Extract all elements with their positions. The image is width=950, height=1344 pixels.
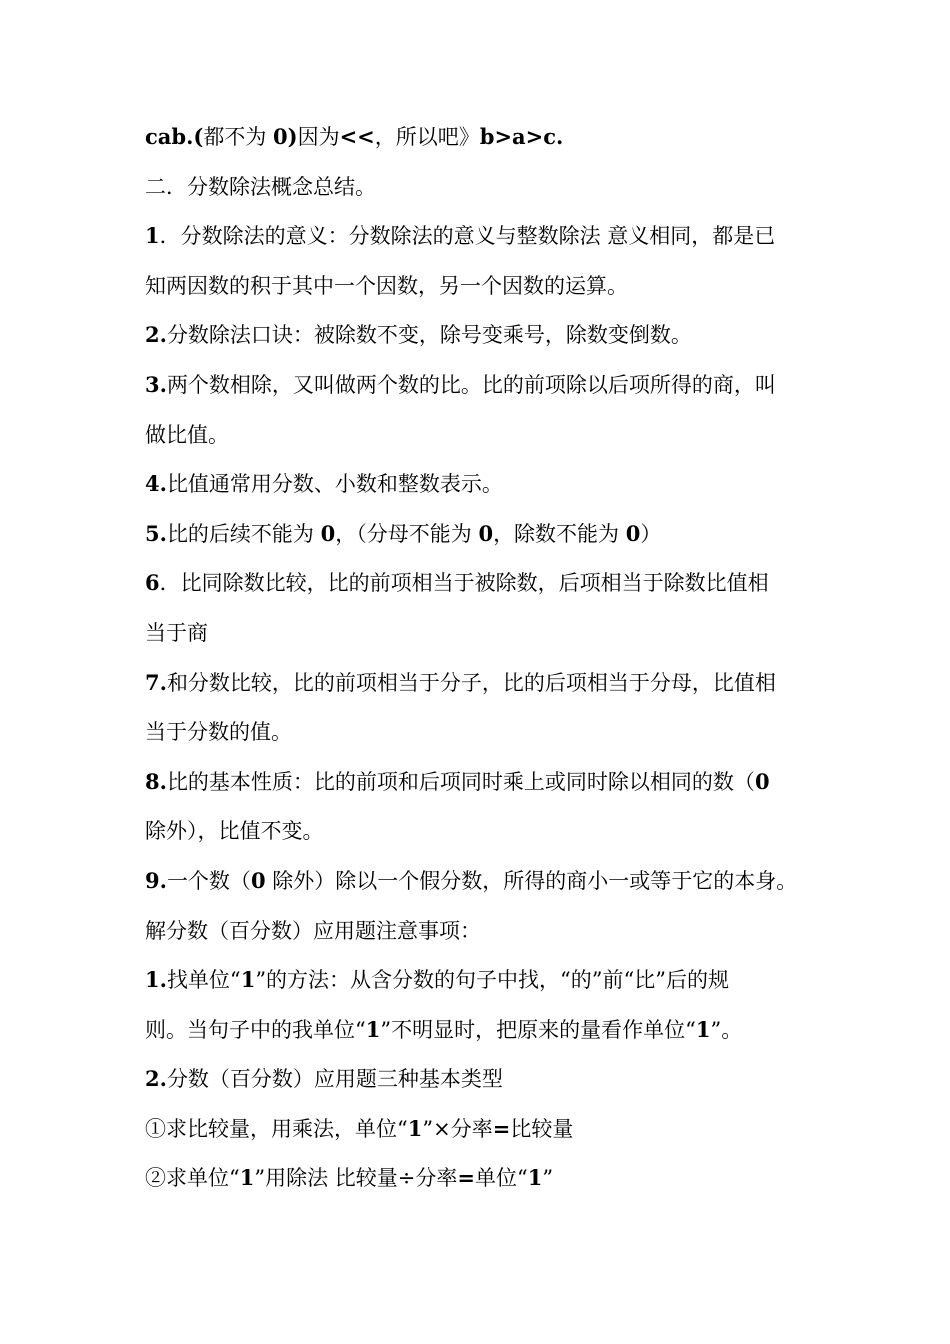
text-run: 比较量 [510,1116,574,1141]
text-line [145,315,825,365]
text-run: = [492,1115,511,1141]
text-run: 0 [478,520,494,546]
text-run: 单位“ [475,1166,528,1191]
text-run: 4. [145,471,167,497]
text-run: << [339,124,375,149]
text-run: 除外）除以一个假分数，所得的商小一或等于它的本身。 [265,868,798,893]
text-run: ”不明显时，把原来的量看作单位“ [380,1017,696,1042]
text-run: 1 [527,1165,543,1191]
text-line [145,167,825,217]
text-run: ②求单位“ [145,1166,240,1191]
text-line [145,464,825,514]
text-run: 0 [320,520,336,546]
text-run: = [457,1165,475,1191]
text-line [145,960,825,1010]
text-run: ） [640,521,662,546]
text-run: 比值通常用分数、小数和整数表示。 [166,472,503,497]
text-run: 1 [240,967,256,993]
text-run: ，（分母不能为 [335,521,479,546]
text-run: 1 [145,223,160,249]
text-run: 分数（百分数）应用题三种基本类型 [166,1067,503,1092]
text-line [145,365,825,415]
text-run: 和分数比较，比的前项相当于分子，比的后项相当于分母，比值相 [166,670,776,695]
text-run: 当于商 [145,620,208,645]
text-run: ，除数不能为 [493,521,626,546]
text-line [145,117,825,167]
text-run: 比的基本性质：比的前项和后项同时乘上或同时除以相同的数（ [166,769,755,794]
text-run: 5. [145,520,167,546]
text-run: 找单位“ [166,968,241,993]
text-run: cab.( [145,124,204,149]
text-run: 0 [250,867,266,893]
text-run: 3. [145,371,167,397]
text-run: ．比同除数比较，比的前项相当于被除数，后项相当于除数比值相 [159,571,769,596]
text-line [145,811,825,861]
text-run: 解分数（百分数）应用题注意事项： [145,918,481,943]
text-run: 6 [145,570,160,596]
text-line [145,266,825,316]
text-run: 1 [239,1165,255,1191]
text-run: 0 [625,520,641,546]
text-line [145,911,825,961]
text-line [145,216,825,266]
text-run: 1 [407,1115,423,1141]
text-run: 当于分数的值。 [145,720,292,745]
text-run: 二．分数除法概念总结。 [145,174,376,199]
text-run: ”用除法 比较量÷分率 [254,1166,458,1191]
text-line [145,712,825,762]
text-line [145,1158,825,1208]
text-run: 8. [145,768,167,794]
text-run: ，所以吧》 [374,125,480,149]
text-line [145,861,825,911]
text-run: ”的方法：从含分数的句子中找，“的”前“比”后的规 [255,968,729,993]
text-run: 做比值。 [145,422,229,447]
text-run: 1 [365,1016,381,1042]
text-run: 因为 [297,125,340,149]
text-run: 9. [145,867,167,893]
text-run: 2. [145,322,167,348]
text-line [145,1109,825,1159]
text-run: 比的后续不能为 [166,521,321,546]
text-line [145,613,825,663]
text-run: 除外），比值不变。 [145,819,324,844]
text-run: ①求比较量，用乘法，单位“ [145,1116,408,1141]
text-run: 一个数（ [166,868,251,893]
text-run: 则。当句子中的我单位“ [145,1017,366,1042]
text-line [145,1059,825,1109]
text-run: 都不为 [203,125,274,149]
text-line [145,762,825,812]
text-run: ．分数除法的意义：分数除法的意义与整数除法 意义相同，都是已 [159,224,776,249]
text-line [145,514,825,564]
text-run: ”×分率 [422,1116,493,1141]
text-run: 7. [145,669,167,695]
text-run: ” [542,1166,554,1191]
text-run: 0) [273,124,298,149]
text-line [145,663,825,713]
text-run: 知两因数的积于其中一个因数，另一个因数的运算。 [145,273,628,298]
text-run: ”。 [710,1017,743,1042]
text-run: 0 [754,768,770,794]
document-body [145,117,825,1208]
text-run: 分数除法口诀：被除数不变，除号变乘号，除数变倒数。 [166,323,692,348]
text-line [145,563,825,613]
text-line [145,1010,825,1060]
text-run: 两个数相除，又叫做两个数的比。比的前项除以后项所得的商，叫 [166,372,776,397]
text-run: 2. [145,1066,167,1092]
text-run: 1. [145,967,167,993]
text-run: 1 [695,1016,711,1042]
text-line [145,415,825,465]
text-run: b>a>c. [479,124,564,149]
